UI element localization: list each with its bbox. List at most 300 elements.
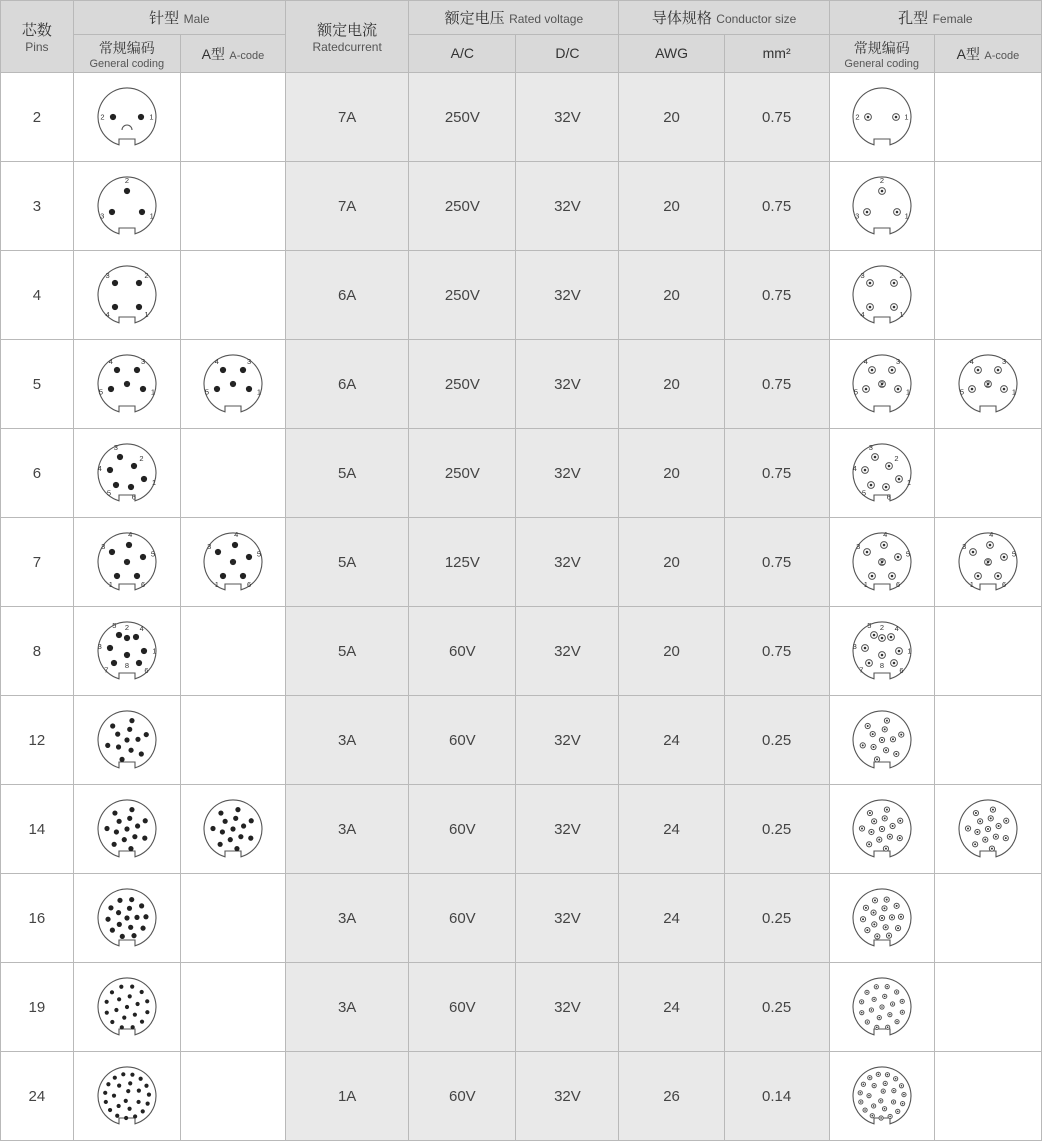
- header-female: [829, 1, 1041, 35]
- cell-ac-value: 250V: [444, 375, 480, 393]
- svg-text:4: 4: [863, 357, 868, 367]
- connector-face-svg: [90, 703, 164, 777]
- svg-text:1: 1: [256, 387, 262, 397]
- connector-face-svg: [951, 347, 1025, 421]
- header-pins-en: Pins: [25, 40, 49, 54]
- svg-text:3: 3: [113, 442, 118, 452]
- connector-face-svg: [845, 169, 919, 243]
- cell-male-acode: [180, 340, 285, 429]
- table-row: [1, 963, 1042, 1052]
- connector-diagram: [830, 429, 934, 517]
- svg-text:2: 2: [139, 454, 144, 464]
- connector-diagram: [830, 340, 934, 428]
- svg-text:1: 1: [907, 646, 912, 656]
- cell-dc: [516, 874, 619, 963]
- cell-dc-value: 32V: [554, 464, 581, 482]
- cell-female-general: [829, 785, 934, 874]
- svg-text:3: 3: [868, 442, 873, 452]
- connector-face-svg: [90, 792, 164, 866]
- cell-awg: [619, 1052, 724, 1141]
- header-male-acode: [180, 35, 285, 73]
- svg-text:2: 2: [144, 271, 149, 281]
- svg-text:2: 2: [879, 379, 884, 389]
- cell-mm2: [724, 1052, 829, 1141]
- header-conductor-size-en: Conductor size: [716, 12, 797, 26]
- svg-text:6: 6: [144, 666, 149, 676]
- svg-text:1: 1: [149, 112, 154, 122]
- connector-diagram: [935, 785, 1041, 873]
- svg-text:3: 3: [100, 541, 106, 551]
- cell-pins: [1, 429, 74, 518]
- connector-face-svg: [196, 525, 270, 599]
- cell-male-acode: [180, 1052, 285, 1141]
- table-row: [1, 785, 1042, 874]
- svg-text:1: 1: [149, 211, 154, 221]
- cell-rated-current: [285, 1052, 408, 1141]
- connector-diagram: [181, 340, 285, 428]
- connector-face-svg: [845, 1059, 919, 1133]
- connector-diagram: [935, 963, 1041, 1051]
- cell-ac-value: 60V: [448, 998, 476, 1016]
- cell-mm2: [724, 73, 829, 162]
- svg-text:3: 3: [860, 271, 865, 281]
- table-row: [1, 73, 1042, 162]
- cell-male-general: [73, 874, 180, 963]
- cell-awg: [619, 251, 724, 340]
- svg-text:4: 4: [127, 530, 133, 540]
- connector-diagram: [830, 73, 934, 161]
- connector-diagram: [935, 340, 1041, 428]
- cell-ac-value: 60V: [448, 820, 476, 838]
- cell-female-general: [829, 340, 934, 429]
- cell-female-acode: [934, 251, 1041, 340]
- svg-text:4: 4: [214, 357, 219, 367]
- header-male-general-en: General coding: [89, 57, 165, 70]
- cell-dc-value: 32V: [554, 909, 581, 927]
- cell-mm2-value: 0.25: [762, 909, 792, 927]
- connector-diagram: [181, 1052, 285, 1140]
- cell-male-general: [73, 963, 180, 1052]
- cell-rated-current: [285, 429, 408, 518]
- svg-text:5: 5: [959, 387, 964, 397]
- cell-mm2-value: 0.25: [762, 820, 792, 838]
- cell-pins-value: 12: [28, 731, 46, 749]
- cell-ac: [409, 518, 516, 607]
- cell-pins-value: 3: [32, 197, 42, 215]
- cell-mm2-value: 0.75: [762, 642, 792, 660]
- cell-pins-value: 2: [32, 108, 42, 126]
- cell-mm2-value: 0.75: [762, 197, 792, 215]
- cell-awg-value: 20: [663, 108, 680, 126]
- cell-dc-value: 32V: [554, 820, 581, 838]
- cell-rated-current-value: 3A: [337, 909, 357, 927]
- table-row: [1, 607, 1042, 696]
- cell-female-acode: [934, 874, 1041, 963]
- cell-mm2: [724, 963, 829, 1052]
- cell-male-general: [73, 340, 180, 429]
- header-pins-cn: 芯数: [21, 22, 52, 39]
- header-pins: [1, 1, 74, 73]
- connector-face-svg: [90, 80, 164, 154]
- cell-pins-value: 8: [32, 642, 42, 660]
- connector-diagram: [830, 251, 934, 339]
- cell-dc: [516, 696, 619, 785]
- connector-face-svg: [845, 970, 919, 1044]
- cell-ac: [409, 162, 516, 251]
- connector-face-svg: [845, 436, 919, 510]
- cell-ac: [409, 1052, 516, 1141]
- header-female-acode-cn: A型: [956, 45, 980, 62]
- cell-mm2-value: 0.25: [762, 731, 792, 749]
- svg-text:2: 2: [894, 454, 899, 464]
- svg-text:4: 4: [989, 530, 994, 540]
- cell-male-general: [73, 429, 180, 518]
- svg-text:5: 5: [866, 621, 872, 631]
- cell-male-acode: [180, 73, 285, 162]
- table-body: [1, 73, 1042, 1141]
- svg-text:1: 1: [969, 580, 974, 590]
- header-dc: [516, 35, 619, 73]
- svg-text:2: 2: [124, 176, 129, 186]
- header-conductor-size-cn: 导体规格: [651, 10, 712, 27]
- cell-pins-value: 19: [28, 998, 46, 1016]
- cell-male-acode: [180, 162, 285, 251]
- svg-text:1: 1: [899, 310, 904, 320]
- cell-dc: [516, 162, 619, 251]
- connector-diagram: [181, 696, 285, 784]
- connector-face-svg: [196, 347, 270, 421]
- cell-awg-value: 20: [663, 464, 680, 482]
- header-awg-label: AWG: [655, 44, 688, 61]
- cell-pins: [1, 518, 74, 607]
- svg-text:2: 2: [985, 379, 990, 389]
- svg-text:2: 2: [855, 112, 860, 122]
- cell-male-acode: [180, 963, 285, 1052]
- cell-ac: [409, 429, 516, 518]
- cell-male-acode: [180, 785, 285, 874]
- cell-female-general: [829, 518, 934, 607]
- svg-text:3: 3: [97, 641, 102, 651]
- header-rated-current: [285, 1, 408, 73]
- header-female-general-cn: 常规编码: [853, 39, 910, 56]
- svg-text:6: 6: [140, 580, 146, 590]
- cell-pins-value: 24: [28, 1087, 46, 1105]
- cell-pins: [1, 696, 74, 785]
- svg-text:3: 3: [1001, 357, 1007, 367]
- cell-awg: [619, 874, 724, 963]
- cell-female-general: [829, 429, 934, 518]
- svg-text:2: 2: [100, 112, 105, 122]
- cell-rated-current: [285, 518, 408, 607]
- connector-face-svg: [90, 169, 164, 243]
- cell-female-acode: [934, 518, 1041, 607]
- cell-rated-current-value: 3A: [337, 731, 357, 749]
- connector-face-svg: [196, 792, 270, 866]
- svg-text:4: 4: [882, 530, 888, 540]
- cell-mm2: [724, 696, 829, 785]
- cell-dc: [516, 963, 619, 1052]
- connector-diagram: [74, 429, 180, 517]
- svg-text:1: 1: [905, 387, 910, 397]
- cell-dc-value: 32V: [554, 375, 581, 393]
- cell-pins-value: 5: [32, 375, 42, 393]
- svg-text:2: 2: [879, 557, 884, 567]
- connector-face-svg: [845, 881, 919, 955]
- connector-diagram: [830, 607, 934, 695]
- table-header: [1, 1, 1042, 73]
- header-ac: [409, 35, 516, 73]
- cell-mm2: [724, 251, 829, 340]
- svg-text:4: 4: [139, 623, 144, 633]
- svg-text:5: 5: [98, 387, 103, 397]
- connector-diagram: [935, 429, 1041, 517]
- cell-rated-current-value: 3A: [337, 998, 357, 1016]
- cell-ac-value: 60V: [448, 909, 476, 927]
- header-male-en: Male: [183, 12, 210, 26]
- cell-dc: [516, 429, 619, 518]
- svg-text:4: 4: [969, 357, 974, 367]
- svg-text:4: 4: [234, 530, 239, 540]
- cell-awg-value: 26: [663, 1087, 680, 1105]
- table-row: [1, 696, 1042, 785]
- cell-male-acode: [180, 874, 285, 963]
- svg-text:4: 4: [894, 623, 899, 633]
- connector-diagram: [181, 251, 285, 339]
- connector-diagram: [74, 874, 180, 962]
- cell-ac-value: 250V: [444, 286, 480, 304]
- cell-awg: [619, 607, 724, 696]
- cell-dc: [516, 785, 619, 874]
- cell-rated-current: [285, 785, 408, 874]
- svg-text:6: 6: [899, 666, 904, 676]
- cell-awg: [619, 340, 724, 429]
- cell-mm2: [724, 785, 829, 874]
- connector-diagram: [74, 251, 180, 339]
- cell-mm2: [724, 607, 829, 696]
- svg-text:4: 4: [860, 310, 865, 320]
- svg-text:1: 1: [150, 387, 155, 397]
- cell-mm2: [724, 518, 829, 607]
- header-rated-voltage: [409, 1, 619, 35]
- connector-diagram: [74, 340, 180, 428]
- cell-dc: [516, 340, 619, 429]
- cell-mm2: [724, 162, 829, 251]
- svg-text:3: 3: [140, 357, 146, 367]
- svg-text:1: 1: [152, 646, 157, 656]
- connector-diagram: [74, 696, 180, 784]
- cell-ac-value: 60V: [448, 642, 476, 660]
- header-rated-voltage-cn: 额定电压: [444, 10, 505, 27]
- cell-rated-current-value: 7A: [337, 197, 357, 215]
- cell-male-acode: [180, 429, 285, 518]
- header-male: [73, 1, 285, 35]
- cell-rated-current: [285, 251, 408, 340]
- cell-dc-value: 32V: [554, 642, 581, 660]
- connector-diagram: [181, 874, 285, 962]
- cell-dc: [516, 251, 619, 340]
- cell-rated-current-value: 1A: [337, 1087, 357, 1105]
- connector-diagram: [935, 518, 1041, 606]
- header-row-sub: [1, 35, 1042, 73]
- cell-awg: [619, 429, 724, 518]
- connector-face-svg: [845, 703, 919, 777]
- cell-awg: [619, 73, 724, 162]
- connector-diagram: [830, 518, 934, 606]
- cell-awg-value: 24: [663, 909, 680, 927]
- header-conductor-size: [619, 1, 829, 35]
- cell-male-general: [73, 607, 180, 696]
- table-row: [1, 874, 1042, 963]
- connector-diagram: [830, 696, 934, 784]
- cell-pins-value: 14: [28, 820, 46, 838]
- cell-pins: [1, 340, 74, 429]
- svg-text:1: 1: [906, 478, 911, 488]
- connector-diagram: [935, 696, 1041, 784]
- cell-dc: [516, 518, 619, 607]
- cell-mm2-value: 0.25: [762, 998, 792, 1016]
- svg-text:3: 3: [895, 357, 900, 367]
- cell-pins-value: 4: [32, 286, 42, 304]
- connector-diagram: [74, 162, 180, 250]
- svg-text:5: 5: [905, 549, 910, 559]
- connector-diagram: [830, 1052, 934, 1140]
- cell-male-general: [73, 696, 180, 785]
- cell-mm2-value: 0.75: [762, 286, 792, 304]
- connector-diagram: [74, 785, 180, 873]
- cell-pins: [1, 874, 74, 963]
- svg-text:4: 4: [105, 310, 110, 320]
- svg-text:5: 5: [150, 549, 155, 559]
- svg-text:2: 2: [124, 557, 129, 567]
- cell-pins: [1, 785, 74, 874]
- header-male-cn: 针型: [149, 10, 180, 27]
- cell-ac: [409, 696, 516, 785]
- cell-awg-value: 20: [663, 286, 680, 304]
- cell-female-acode: [934, 963, 1041, 1052]
- cell-rated-current-value: 5A: [337, 464, 357, 482]
- cell-pins: [1, 963, 74, 1052]
- header-female-acode-en: A-code: [984, 49, 1020, 62]
- header-male-acode-en: A-code: [229, 49, 265, 62]
- cell-awg-value: 24: [663, 998, 680, 1016]
- connector-face-svg: [90, 881, 164, 955]
- cell-awg-value: 20: [663, 197, 680, 215]
- svg-text:6: 6: [246, 580, 252, 590]
- cell-ac-value: 60V: [448, 1087, 476, 1105]
- svg-text:4: 4: [852, 463, 857, 473]
- cell-male-general: [73, 518, 180, 607]
- connector-diagram: [181, 429, 285, 517]
- connector-diagram: [935, 73, 1041, 161]
- cell-mm2-value: 0.75: [762, 464, 792, 482]
- svg-text:1: 1: [1011, 387, 1016, 397]
- cell-female-general: [829, 963, 934, 1052]
- header-mm2: [724, 35, 829, 73]
- cell-female-acode: [934, 607, 1041, 696]
- svg-text:3: 3: [105, 271, 110, 281]
- header-female-cn: 孔型: [898, 10, 929, 27]
- svg-text:2: 2: [879, 623, 884, 633]
- cell-awg: [619, 162, 724, 251]
- header-ac-label: A/C: [450, 44, 475, 61]
- connector-diagram: [935, 874, 1041, 962]
- connector-face-svg: [90, 970, 164, 1044]
- connector-diagram: [74, 73, 180, 161]
- svg-text:1: 1: [904, 112, 909, 122]
- svg-text:1: 1: [108, 580, 113, 590]
- svg-text:6: 6: [886, 492, 891, 502]
- header-female-general: [829, 35, 934, 73]
- cell-dc: [516, 73, 619, 162]
- svg-text:1: 1: [863, 580, 868, 590]
- cell-male-general: [73, 162, 180, 251]
- cell-mm2: [724, 340, 829, 429]
- svg-text:3: 3: [99, 211, 105, 221]
- header-female-general-en: General coding: [844, 57, 920, 70]
- connector-face-svg: [951, 792, 1025, 866]
- connector-face-svg: [845, 347, 919, 421]
- cell-mm2-value: 0.75: [762, 553, 792, 571]
- cell-ac: [409, 607, 516, 696]
- header-awg: [619, 35, 724, 73]
- cell-rated-current: [285, 874, 408, 963]
- cell-dc-value: 32V: [554, 286, 581, 304]
- svg-text:4: 4: [97, 463, 102, 473]
- connector-diagram: [181, 518, 285, 606]
- svg-text:1: 1: [151, 478, 156, 488]
- cell-female-acode: [934, 162, 1041, 251]
- connector-face-svg: [845, 792, 919, 866]
- cell-pins: [1, 73, 74, 162]
- svg-text:1: 1: [904, 211, 909, 221]
- connector-diagram: [935, 162, 1041, 250]
- cell-awg: [619, 963, 724, 1052]
- table-row: [1, 518, 1042, 607]
- svg-text:3: 3: [855, 541, 861, 551]
- cell-rated-current: [285, 162, 408, 251]
- table-row: [1, 340, 1042, 429]
- svg-text:1: 1: [144, 310, 149, 320]
- cell-mm2: [724, 874, 829, 963]
- header-dc-label: D/C: [555, 44, 580, 61]
- connector-face-svg: [90, 258, 164, 332]
- svg-text:6: 6: [895, 580, 900, 590]
- cell-female-acode: [934, 429, 1041, 518]
- cell-female-general: [829, 696, 934, 785]
- cell-dc-value: 32V: [554, 998, 581, 1016]
- cell-pins: [1, 1052, 74, 1141]
- cell-female-acode: [934, 696, 1041, 785]
- cell-awg: [619, 785, 724, 874]
- cell-mm2: [724, 429, 829, 518]
- cell-ac: [409, 785, 516, 874]
- svg-text:5: 5: [861, 488, 866, 498]
- cell-ac-value: 250V: [444, 197, 480, 215]
- cell-male-acode: [180, 251, 285, 340]
- cell-male-general: [73, 251, 180, 340]
- cell-awg-value: 20: [663, 375, 680, 393]
- cell-mm2-value: 0.75: [762, 375, 792, 393]
- connector-diagram: [935, 1052, 1041, 1140]
- connector-diagram: [181, 162, 285, 250]
- header-rated-current-en: Ratedcurrent: [312, 40, 382, 54]
- cell-dc-value: 32V: [554, 731, 581, 749]
- cell-ac-value: 125V: [444, 553, 480, 571]
- header-female-acode: [934, 35, 1041, 73]
- svg-text:3: 3: [246, 357, 252, 367]
- svg-text:5: 5: [106, 488, 111, 498]
- cell-female-acode: [934, 73, 1041, 162]
